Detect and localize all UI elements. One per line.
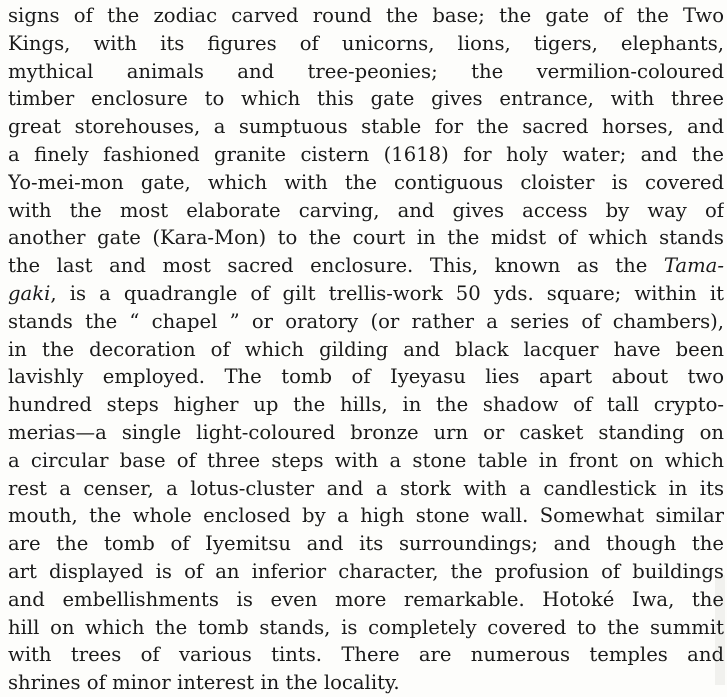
italic-term: Tama- [663, 254, 724, 278]
text-line: gaki, is a quadrangle of gilt trellis-work 50 yds. square; within it [8, 281, 724, 305]
text-line: Yo-mei-mon gate, which with the contiguous cloister is covered [8, 170, 724, 194]
text-line: lavishly employed. The tomb of Iyeyasu lies apart about two [8, 365, 724, 389]
text-line: merias—a single light-coloured bronze urn or casket standing on [8, 420, 724, 444]
text-line: hundred steps higher up the hills, in the shadow of tall crypto- [8, 393, 724, 417]
passage-text [8, 2, 724, 697]
text-line: with the most elaborate carving, and gives access by way of [8, 198, 724, 222]
text-line: a circular base of three steps with a stone table in front on which [8, 448, 724, 472]
text-line: are the tomb of Iyemitsu and its surroundings; and though the [8, 532, 724, 556]
text-line: with trees of various tints. There are numerous temples and [8, 643, 724, 667]
text-line: the last and most sacred enclosure. This, known as the Tama- [8, 254, 724, 278]
text-line: shrines of minor interest in the locality. [8, 671, 400, 695]
text-line: art displayed is of an inferior character, the profusion of buildings [8, 559, 724, 583]
text-line: rest a censer, a lotus-cluster and a stork with a candlestick in its [8, 476, 724, 500]
text-line: a finely fashioned granite cistern (1618) for holy water; and the [8, 142, 724, 166]
text-line: stands the “ chapel ” or oratory (or rather a series of chambers), [8, 309, 724, 333]
text-line: another gate (Kara-Mon) to the court in the midst of which stands [8, 226, 724, 250]
text-line: mouth, the whole enclosed by a high stone wall. Somewhat similar [8, 504, 724, 528]
text-line: signs of the zodiac carved round the base; the gate of the Two [8, 4, 724, 27]
text-line: and embellishments is even more remarkable. Hotoké Iwa, the [8, 587, 724, 611]
text-line: mythical animals and tree-peonies; the vermilion-coloured [8, 59, 724, 83]
text-line: Kings, with its figures of unicorns, lions, tigers, elephants, [8, 31, 724, 55]
text-line: hill on which the tomb stands, is completely covered to the summit [8, 615, 724, 639]
italic-term: gaki [8, 281, 51, 305]
text-line: in the decoration of which gilding and black lacquer have been [8, 337, 724, 361]
text-line: timber enclosure to which this gate gives entrance, with three [8, 87, 724, 111]
text-line: great storehouses, a sumptuous stable for the sacred horses, and [8, 115, 724, 139]
